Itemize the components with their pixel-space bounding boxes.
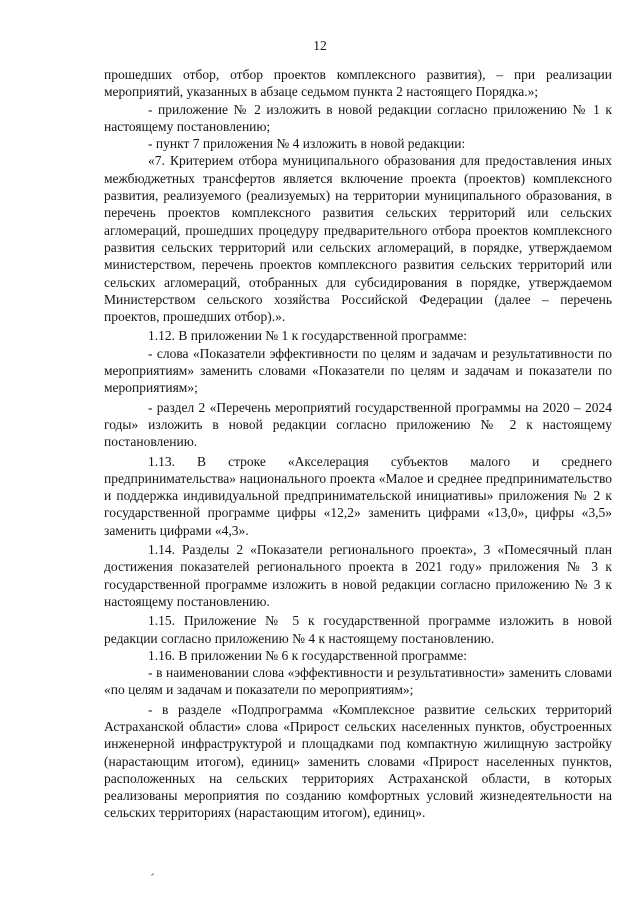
scan-speck <box>151 873 154 876</box>
document-body <box>104 66 612 822</box>
paragraph: 1.14. Разделы 2 «Показатели регионального проекта», 3 «Помесячный план достижения показателей регионального проекта в 2021 году» приложения № 3 к государственной программе изложить в новой редакции согласно приложению № 3 к настоящему постановлению. <box>104 542 612 609</box>
paragraph: 1.16. В приложении № 6 к государственной программе: <box>148 647 468 663</box>
paragraph: - приложение № 2 изложить в новой редакции согласно приложению № 1 к настоящему постановлению; <box>104 101 612 134</box>
paragraph: - в разделе «Подпрограмма «Комплексное развитие сельских территорий Астраханской области» слова «Прирост сельских населенных пунктов, обустроенных инженерной инфраструктурой и площадками под компактную жилищную застройку (нарастающим итогом), единиц» заменить словами «Прирост населенных пунктов, расположенных на сельских территориях Астраханской области, в которых реализованы мероприятия по созданию комфортных условий жизнедеятельности на сельских территориях (нарастающим итогом), единиц». <box>104 701 612 821</box>
paragraph: 1.12. В приложении № 1 к государственной программе: <box>148 328 468 344</box>
paragraph: - раздел 2 «Перечень мероприятий государственной программы на 2020 – 2024 годы» изложить в новой редакции согласно приложению № 2 к настоящему постановлению. <box>104 399 612 450</box>
paragraph: 1.13. В строке «Акселерация субъектов малого и среднего предпринимательства» национального проекта «Малое и среднее предпринимательство и поддержка индивидуальной предпринимательской инициативы» приложения № 2 к государственной программе цифры «12,2» заменить цифрами «13,0», цифры «3,5» заменить цифрами «4,3». <box>104 453 612 538</box>
paragraph: - в наименовании слова «эффективности и результативности» заменить словами «по целям и задачам и показатели по мероприятиям»; <box>104 665 612 698</box>
page-number: 12 <box>313 38 327 53</box>
paragraph: - пункт 7 приложения № 4 изложить в новой редакции: <box>148 136 466 152</box>
paragraph: «7. Критерием отбора муниципального образования для предоставления иных межбюджетных трансфертов является включение проекта (проектов) комплексного развития, реализуемого (реализуемых) на территории муниципального образования, в перечень проектов комплексного развития сельских территорий или сельских агломераций, прошедших процедуру предварительного отбора проектов комплексного развития сельских территорий или сельских агломераций, в порядке, утверждаемом министерством, перечень проектов комплексного развития сельских территорий или сельских агломераций, отобранных для субсидирования в порядке, утверждаемом Министерством сельского хозяйства Российской Федерации (далее – перечень проектов, прошедших отбор).». <box>104 153 612 325</box>
paragraph: 1.15. Приложение № 5 к государственной программе изложить в новой редакции согласно приложению № 4 к настоящему постановлению. <box>104 613 612 646</box>
paragraph: прошедших отбор, отбор проектов комплексного развития), – при реализации мероприятий, указанных в абзаце седьмом пункта 2 настоящего Порядка.»; <box>104 67 612 100</box>
paragraph: - слова «Показатели эффективности по целям и задачам и результативности по мероприятиям» заменить словами «Показатели по целям и задачам и показатели по мероприятиям»; <box>104 345 612 396</box>
